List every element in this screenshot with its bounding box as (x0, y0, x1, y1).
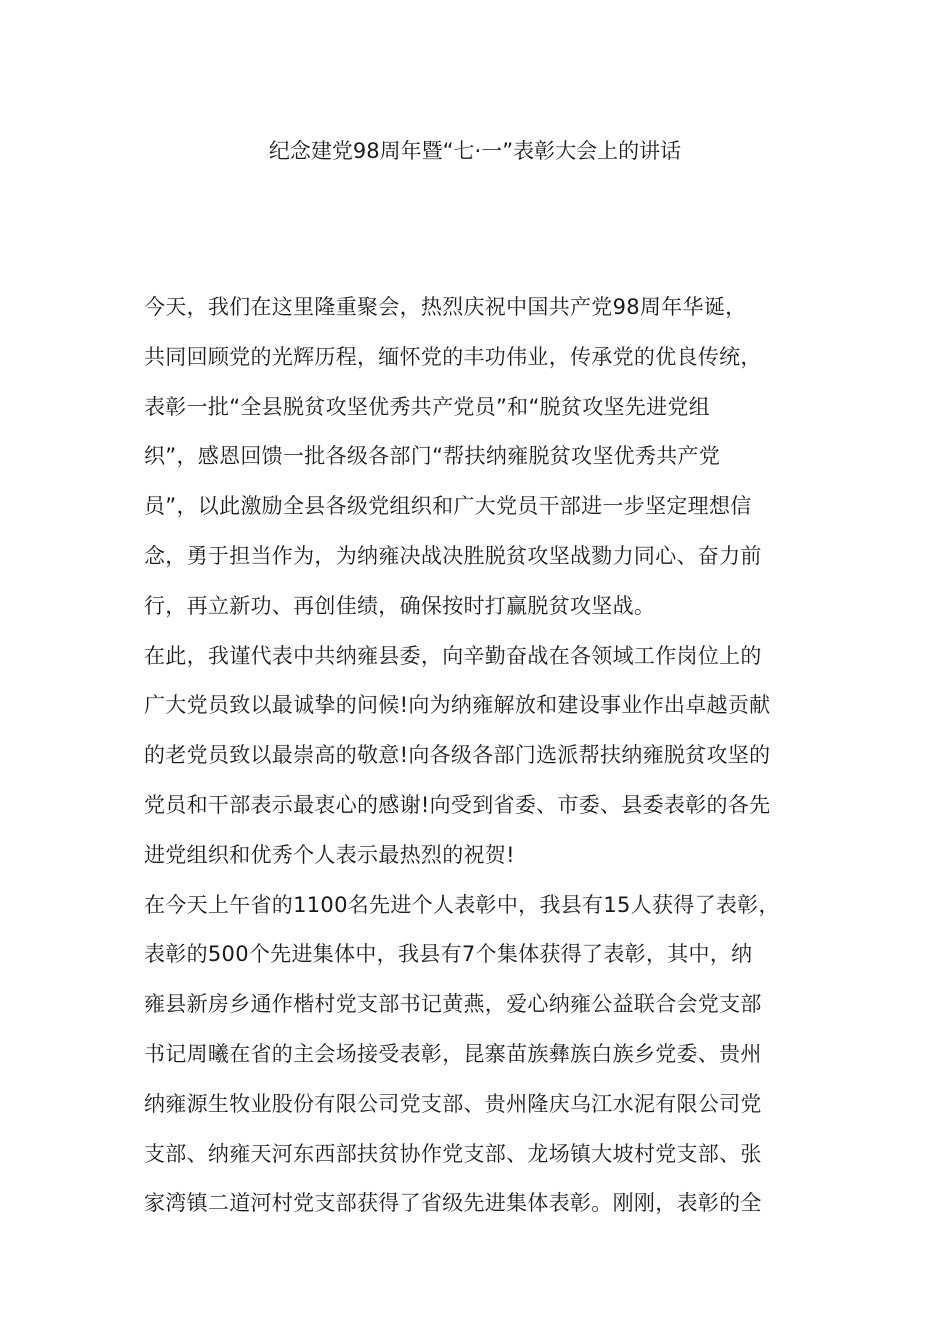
text-line: 共同回顾党的光辉历程，缅怀党的丰功伟业，传承党的优良传统， (144, 344, 762, 369)
paragraph-3 (144, 881, 824, 1230)
text-line: 在此，我谨代表中共纳雍县委，向辛勤奋战在各领域工作岗位上的 (144, 643, 762, 668)
text-line: 表彰一批“全县脱贫攻坚优秀共产党员”和“脱贫攻坚先进党组 (144, 394, 711, 419)
text-line: 进党组织和优秀个人表示最热烈的祝贺! (144, 842, 515, 867)
text-line: 织”，感恩回馈一批各级各部门“帮扶纳雍脱贫攻坚优秀共产党 (144, 444, 721, 469)
text-line: 员”，以此激励全县各级党组织和广大党员干部进一步坚定理想信 (144, 494, 752, 519)
text-line: 广大党员致以最诚挚的问候!向为纳雍解放和建设事业作出卓越贡献 (144, 693, 771, 718)
paragraph-1 (144, 283, 824, 632)
text-line: 今天，我们在这里隆重聚会，热烈庆祝中国共产党98周年华诞， (144, 295, 747, 319)
text-line: 支部、纳雍天河东西部扶贫协作党支部、龙场镇大坡村党支部、张 (144, 1141, 762, 1166)
text-line: 雍县新房乡通作楷村党支部书记黄燕，爱心纳雍公益联合会党支部 (144, 992, 762, 1017)
text-line: 纳雍源生牧业股份有限公司党支部、贵州隆庆乌江水泥有限公司党 (144, 1091, 762, 1116)
text-line: 行，再立新功、再创佳绩，确保按时打赢脱贫攻坚战。 (144, 593, 656, 618)
document-title: 纪念建党98周年暨“七·一”表彰大会上的讲话 (268, 139, 682, 163)
text-line: 家湾镇二道河村党支部获得了省级先进集体表彰。刚刚，表彰的全 (144, 1191, 762, 1216)
text-line: 书记周曦在省的主会场接受表彰，昆寨苗族彝族白族乡党委、贵州 (144, 1041, 762, 1066)
paragraph-2 (144, 632, 824, 881)
text-line: 表彰的500个先进集体中，我县有7个集体获得了表彰，其中，纳 (144, 942, 753, 967)
text-line: 念，勇于担当作为，为纳雍决战决胜脱贫攻坚战勠力同心、奋力前 (144, 543, 762, 568)
text-line: 党员和干部表示最衷心的感谢!向受到省委、市委、县委表彰的各先 (144, 792, 771, 817)
document-body (144, 283, 824, 1229)
text-line: 在今天上午省的1100名先进个人表彰中，我县有15人获得了表彰， (144, 892, 780, 917)
text-line: 的老党员致以最崇高的敬意!向各级各部门选派帮扶纳雍脱贫攻坚的 (144, 743, 771, 768)
